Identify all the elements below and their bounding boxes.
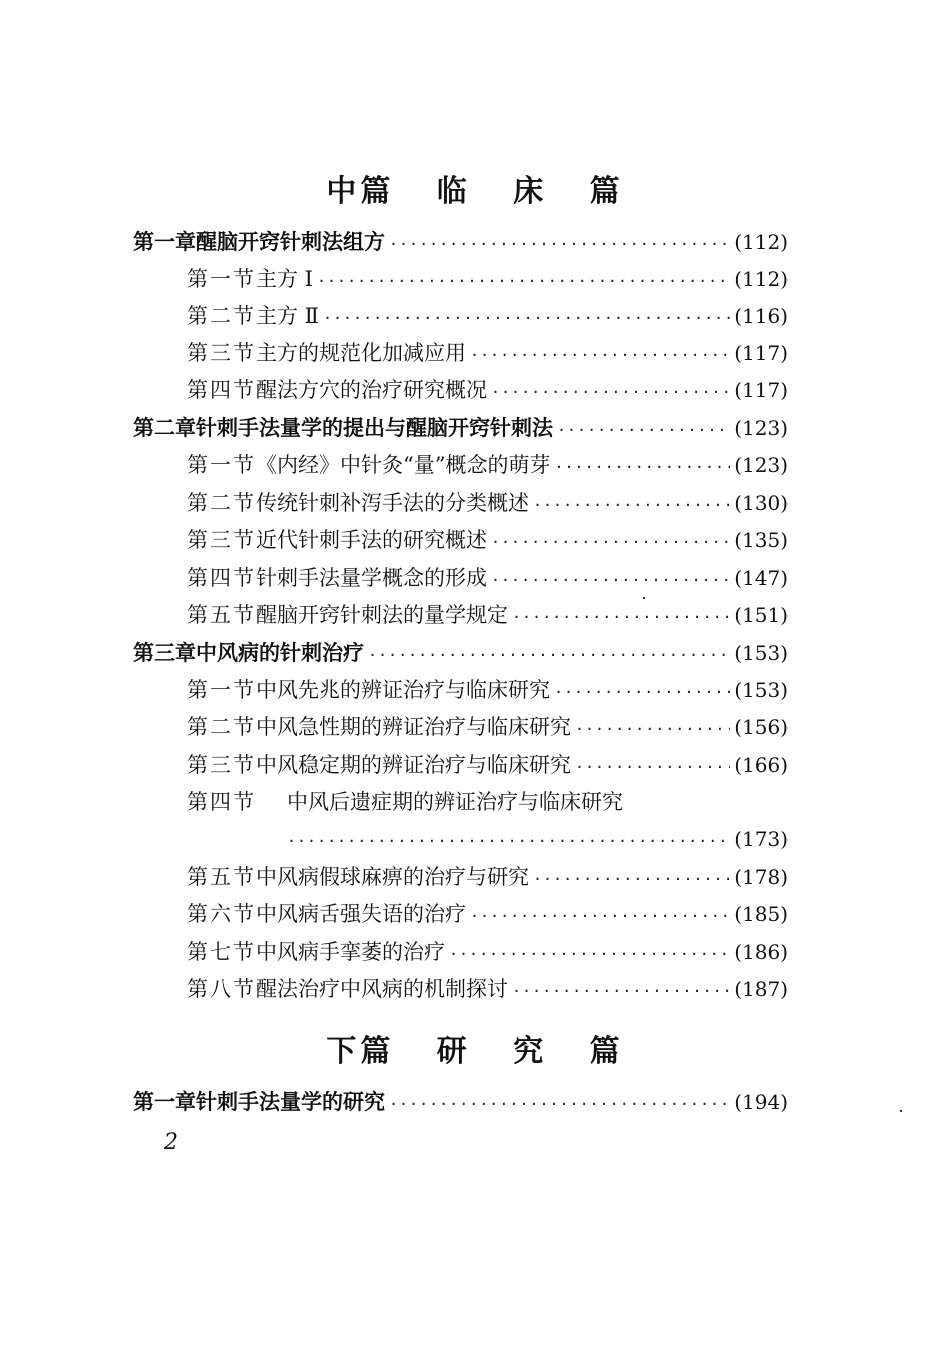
section-title: 醒法方穴的治疗研究概况 <box>256 378 487 402</box>
toc-section <box>187 750 788 780</box>
toc-section <box>187 675 788 705</box>
dot-leader <box>470 901 730 931</box>
toc-section-continuation <box>287 824 788 854</box>
section-title: 中风病舌强失语的治疗 <box>256 902 466 926</box>
chapter-title: 针刺手法量学的研究 <box>196 1090 385 1114</box>
section-title: 传统针刺补泻手法的分类概述 <box>256 491 529 515</box>
page-number: (112) <box>734 267 788 291</box>
toc-section <box>187 450 788 480</box>
section-title: 主方的规范化加减应用 <box>256 341 466 365</box>
chapter-number: 第一章 <box>133 230 196 254</box>
dot-leader <box>512 602 730 632</box>
page-number: (166) <box>734 753 788 777</box>
part-title-lower: 下篇 研 究 篇 <box>326 1034 624 1069</box>
section-number: 第一节 <box>187 267 256 291</box>
toc-chapter <box>133 638 788 668</box>
section-title: 中风先兆的辨证治疗与临床研究 <box>256 678 550 702</box>
section-number: 第六节 <box>187 902 256 926</box>
chapter-number: 第一章 <box>133 1090 196 1114</box>
dot-leader <box>389 229 730 259</box>
toc-chapter <box>133 227 788 257</box>
toc-chapter <box>133 413 788 443</box>
scan-speck <box>643 597 645 599</box>
dot-leader <box>491 527 730 557</box>
toc-section <box>187 563 788 593</box>
page-number: (135) <box>734 528 788 552</box>
section-number: 第七节 <box>187 940 256 964</box>
dot-leader <box>554 677 730 707</box>
page-number: (151) <box>734 603 788 627</box>
page-number: (116) <box>734 304 788 328</box>
part-title-middle: 中篇 临 床 篇 <box>326 174 624 209</box>
page-number: (117) <box>734 378 788 402</box>
dot-leader <box>368 640 730 670</box>
page-number: (153) <box>734 678 788 702</box>
section-title: 主方 Ⅱ <box>256 304 319 328</box>
toc-section <box>187 301 788 331</box>
section-number: 第三节 <box>187 341 256 365</box>
section-title: 醒脑开窍针刺法的量学规定 <box>256 603 508 627</box>
dot-leader <box>317 266 730 296</box>
page-number: (117) <box>734 341 788 365</box>
toc-chapter <box>133 1087 788 1117</box>
toc-section <box>187 488 788 518</box>
section-number: 第一节 <box>187 453 256 477</box>
section-number: 第五节 <box>187 865 256 889</box>
section-number: 第五节 <box>187 603 256 627</box>
section-title: 近代针刺手法的研究概述 <box>256 528 487 552</box>
section-number: 第二节 <box>187 304 256 328</box>
section-number: 第四节 <box>187 378 256 402</box>
dot-leader <box>389 1089 730 1119</box>
dot-leader <box>533 490 730 520</box>
dot-leader <box>554 452 730 482</box>
section-title: 中风急性期的辨证治疗与临床研究 <box>256 715 571 739</box>
toc-section <box>187 787 788 817</box>
scan-speck <box>900 1110 902 1112</box>
page-folio: 2 <box>164 1130 178 1155</box>
section-number: 第三节 <box>187 528 256 552</box>
dot-leader <box>491 377 730 407</box>
dot-leader <box>491 565 730 595</box>
page-number: (147) <box>734 566 788 590</box>
dot-leader <box>449 939 730 969</box>
page-number: (194) <box>734 1090 788 1114</box>
section-title: 针刺手法量学概念的形成 <box>256 566 487 590</box>
toc-section <box>187 375 788 405</box>
section-title: 醒法治疗中风病的机制探讨 <box>256 977 508 1001</box>
page-number: (130) <box>734 491 788 515</box>
toc-section <box>187 338 788 368</box>
toc-section <box>187 600 788 630</box>
section-number: 第八节 <box>187 977 256 1001</box>
dot-leader <box>575 752 730 782</box>
page-number: (185) <box>734 902 788 926</box>
toc-section <box>187 862 788 892</box>
section-number: 第四节 <box>187 790 256 814</box>
section-title: 中风后遗症期的辨证治疗与临床研究 <box>287 790 623 814</box>
toc-section <box>187 974 788 1004</box>
chapter-number: 第三章 <box>133 641 196 665</box>
page-number: (153) <box>734 641 788 665</box>
section-number: 第三节 <box>187 753 256 777</box>
toc-section <box>187 937 788 967</box>
dot-leader <box>557 415 730 445</box>
dot-leader <box>323 303 730 333</box>
page-number: (112) <box>734 230 788 254</box>
chapter-title: 针刺手法量学的提出与醒脑开窍针刺法 <box>196 416 553 440</box>
page-number: (186) <box>734 940 788 964</box>
chapter-title: 醒脑开窍针刺法组方 <box>196 230 385 254</box>
toc-section <box>187 525 788 555</box>
section-number: 第四节 <box>187 566 256 590</box>
section-number: 第一节 <box>187 678 256 702</box>
chapter-title: 中风病的针刺治疗 <box>196 641 364 665</box>
page-number: (187) <box>734 977 788 1001</box>
dot-leader <box>512 976 730 1006</box>
page-number: (156) <box>734 715 788 739</box>
dot-leader <box>470 340 730 370</box>
section-number: 第二节 <box>187 491 256 515</box>
section-title: 主方 I <box>256 267 313 291</box>
toc-section <box>187 712 788 742</box>
page-number: (123) <box>734 453 788 477</box>
dot-leader <box>533 864 730 894</box>
page-number: (123) <box>734 416 788 440</box>
chapter-number: 第二章 <box>133 416 196 440</box>
dot-leader <box>287 826 730 856</box>
page-number: (178) <box>734 865 788 889</box>
toc-section <box>187 264 788 294</box>
toc-section <box>187 899 788 929</box>
page-number: (173) <box>734 827 788 851</box>
section-number: 第二节 <box>187 715 256 739</box>
section-title: 中风病假球麻痹的治疗与研究 <box>256 865 529 889</box>
dot-leader <box>575 714 730 744</box>
section-title: 《内经》中针灸“量”概念的萌芽 <box>256 453 551 477</box>
section-title: 中风稳定期的辨证治疗与临床研究 <box>256 753 571 777</box>
section-title: 中风病手挛萎的治疗 <box>256 940 445 964</box>
